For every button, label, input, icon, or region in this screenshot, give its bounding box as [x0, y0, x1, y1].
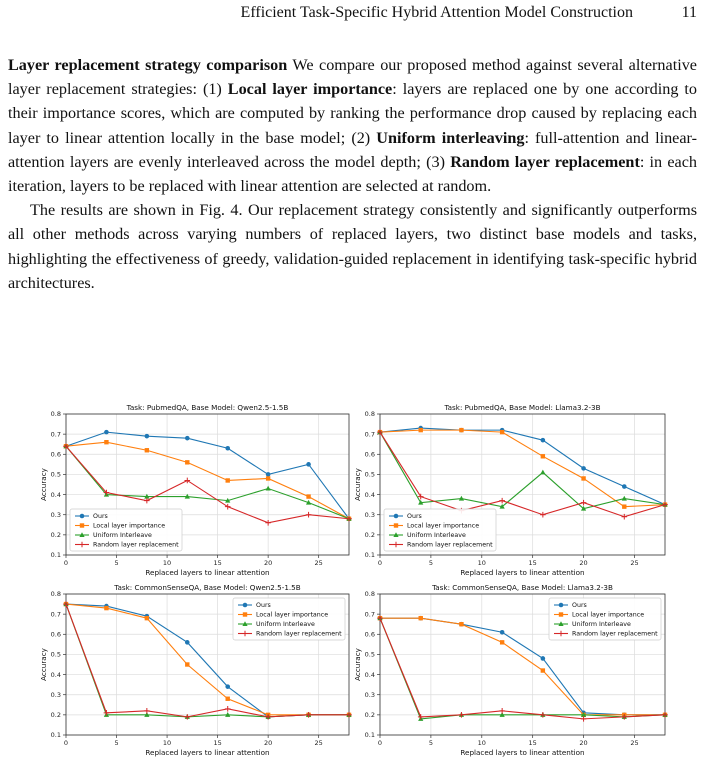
series-line [380, 430, 665, 507]
y-tick-label: 0.8 [50, 590, 61, 599]
legend [70, 509, 182, 551]
y-tick-label: 0.5 [50, 650, 61, 659]
data-point [499, 498, 505, 504]
data-point [144, 498, 150, 504]
data-point [622, 496, 627, 501]
figure-4 [0, 400, 705, 763]
data-point [185, 640, 190, 645]
legend-marker [394, 523, 398, 527]
y-axis-label: Accuracy [39, 468, 48, 501]
data-point [145, 448, 149, 452]
series-line [66, 446, 349, 519]
legend-entry: Ours [93, 513, 108, 521]
legend-entry: Local layer importance [572, 611, 645, 619]
data-point [225, 684, 230, 689]
legend-entry: Random layer replacement [407, 541, 493, 549]
y-tick-label: 0.6 [50, 630, 61, 639]
data-point [306, 512, 312, 518]
legend-entry: Local layer importance [407, 522, 480, 530]
y-tick-label: 0.4 [50, 490, 61, 499]
data-point [226, 478, 230, 482]
y-axis-label: Accuracy [353, 468, 362, 501]
x-tick-label: 20 [264, 739, 273, 747]
x-tick-label: 25 [314, 739, 323, 747]
data-point [459, 428, 463, 432]
data-point [266, 486, 271, 491]
y-tick-label: 0.2 [50, 711, 61, 720]
x-tick-label: 0 [377, 559, 383, 567]
series-line [380, 428, 665, 505]
term-uniform-interleaving: Uniform interleaving [376, 128, 525, 147]
data-point [500, 430, 504, 434]
paragraph-heading: Layer replacement strategy comparison [8, 56, 288, 74]
y-tick-label: 0.1 [364, 551, 375, 560]
data-point [185, 436, 190, 441]
legend [384, 509, 496, 551]
y-tick-label: 0.3 [50, 690, 61, 699]
term-local-layer-importance: Local layer importance [227, 80, 393, 99]
data-point [622, 504, 626, 508]
data-point [499, 708, 505, 714]
data-point [541, 668, 545, 672]
y-tick-label: 0.4 [50, 670, 61, 679]
y-tick-label: 0.8 [50, 410, 61, 419]
data-point [541, 454, 545, 458]
chart-title: Task: PubmedQA, Base Model: Qwen2.5-1.5B [126, 403, 289, 412]
legend-entry: Ours [407, 513, 422, 521]
data-point [266, 476, 270, 480]
data-point [540, 470, 545, 475]
chart-title: Task: CommonSenseQA, Base Model: Qwen2.5-1.5B [114, 583, 301, 592]
x-tick-label: 25 [630, 559, 639, 567]
x-tick-label: 10 [477, 559, 486, 567]
data-point [459, 622, 463, 626]
x-tick-label: 10 [477, 739, 486, 747]
y-tick-label: 0.4 [364, 670, 375, 679]
data-point [419, 616, 423, 620]
text-run: : in each iteration, layers to be replaced with linear attention are selected at random. [8, 152, 697, 196]
series-line [66, 432, 349, 519]
legend-marker [394, 514, 399, 519]
data-point [226, 697, 230, 701]
data-point [581, 476, 585, 480]
data-point [225, 446, 230, 451]
y-tick-label: 0.2 [50, 531, 61, 540]
legend-marker [559, 603, 564, 608]
paragraph-layer-replacement [8, 53, 697, 198]
data-point [622, 484, 627, 489]
y-tick-label: 0.5 [364, 470, 375, 479]
chart-panel-1 [39, 403, 352, 577]
legend-entry: Uniform Interleave [407, 532, 466, 540]
data-point [581, 466, 586, 471]
x-tick-label: 20 [264, 559, 273, 567]
x-tick-label: 5 [114, 559, 119, 567]
x-tick-label: 15 [213, 559, 222, 567]
y-tick-label: 0.1 [50, 731, 61, 740]
y-tick-label: 0.6 [50, 450, 61, 459]
x-tick-label: 0 [63, 739, 69, 747]
page-header [0, 4, 705, 24]
legend [549, 598, 661, 640]
y-tick-label: 0.5 [50, 470, 61, 479]
x-tick-label: 5 [428, 739, 433, 747]
legend-marker [80, 514, 85, 519]
legend-entry: Uniform Interleave [572, 621, 631, 629]
legend-entry: Random layer replacement [572, 630, 658, 638]
text-run: : layers are replaced one by one according to their importance scores, which are computed by ranking the performance drop caused by replacing each layer to linear attention locally in the base model; (2) [8, 80, 697, 147]
paragraph-results: The results are shown in Fig. 4. Our replacement strategy consistently and significantly outperforms all other methods across varying numbers of replaced layers, two distinct base models and tasks, highlighting the effectiveness of greedy, validation-guided replacement in identifying task-specific hybrid architectures. [8, 201, 697, 292]
x-tick-label: 10 [162, 559, 172, 567]
page-number: 11 [681, 4, 697, 21]
y-tick-label: 0.7 [50, 610, 61, 619]
x-tick-label: 5 [114, 739, 119, 747]
x-tick-label: 0 [377, 739, 383, 747]
data-point [144, 708, 150, 714]
legend [233, 598, 345, 640]
term-random-layer-replacement: Random layer replacement [450, 152, 640, 171]
x-axis-label: Replaced layers to linear attention [460, 568, 585, 577]
x-tick-label: 25 [314, 559, 323, 567]
running-title: Efficient Task-Specific Hybrid Attention Model Construction [240, 4, 633, 21]
x-tick-label: 15 [528, 739, 537, 747]
text-run: : full-attention and linear-attention layers are evenly interleaved across the model depth; (3) [8, 128, 697, 171]
chart-title: Task: CommonSenseQA, Base Model: Llama3.2-3B [432, 583, 613, 592]
figure-4-charts [0, 400, 705, 763]
x-axis-label: Replaced layers to linear attention [460, 748, 585, 757]
data-point [145, 434, 150, 439]
x-tick-label: 15 [528, 559, 537, 567]
data-point [104, 606, 108, 610]
x-tick-label: 20 [579, 739, 588, 747]
data-point [459, 496, 464, 501]
data-point [225, 706, 231, 712]
y-tick-label: 0.8 [364, 590, 375, 599]
y-tick-label: 0.7 [364, 430, 375, 439]
legend-marker [243, 603, 248, 608]
x-tick-label: 5 [428, 559, 433, 567]
y-tick-label: 0.5 [364, 650, 375, 659]
chart-panel-4 [353, 583, 668, 757]
legend-marker [559, 612, 563, 616]
y-tick-label: 0.2 [364, 531, 375, 540]
y-tick-label: 0.3 [364, 510, 375, 519]
x-tick-label: 10 [162, 739, 172, 747]
y-tick-label: 0.4 [364, 490, 375, 499]
y-tick-label: 0.7 [364, 610, 375, 619]
data-point [306, 494, 310, 498]
x-axis-label: Replaced layers to linear attention [145, 568, 270, 577]
x-tick-label: 15 [213, 739, 222, 747]
chart-title: Task: PubmedQA, Base Model: Llama3.2-3B [444, 403, 601, 412]
text-run: We compare our proposed method against several alternative layer replacement strategies: (1) [8, 56, 697, 99]
body-text [8, 53, 697, 295]
x-axis-label: Replaced layers to linear attention [145, 748, 270, 757]
data-point [541, 656, 546, 661]
y-tick-label: 0.6 [364, 450, 375, 459]
y-tick-label: 0.8 [364, 410, 375, 419]
legend-entry: Uniform Interleave [93, 532, 152, 540]
legend-entry: Ours [572, 602, 587, 610]
data-point [145, 616, 149, 620]
y-tick-label: 0.3 [50, 510, 61, 519]
legend-entry: Ours [256, 602, 271, 610]
legend-marker [80, 523, 84, 527]
y-tick-label: 0.1 [364, 731, 375, 740]
data-point [265, 520, 271, 526]
data-point [266, 472, 271, 477]
y-tick-label: 0.7 [50, 430, 61, 439]
data-point [581, 500, 587, 506]
x-tick-label: 0 [63, 559, 69, 567]
series-line [66, 442, 349, 519]
legend-entry: Random layer replacement [256, 630, 342, 638]
data-point [541, 438, 546, 443]
data-point [500, 640, 504, 644]
y-axis-label: Accuracy [353, 648, 362, 681]
data-point [104, 430, 109, 435]
legend-entry: Local layer importance [93, 522, 166, 530]
data-point [225, 504, 231, 510]
chart-panel-3 [39, 583, 352, 757]
data-point [540, 512, 546, 518]
data-point [306, 462, 311, 467]
data-point [104, 440, 108, 444]
x-tick-label: 25 [630, 739, 639, 747]
legend-entry: Uniform Interleave [256, 621, 315, 629]
y-tick-label: 0.3 [364, 690, 375, 699]
legend-entry: Random layer replacement [93, 541, 179, 549]
legend-entry: Local layer importance [256, 611, 329, 619]
data-point [184, 478, 190, 484]
y-tick-label: 0.6 [364, 630, 375, 639]
x-tick-label: 20 [579, 559, 588, 567]
y-axis-label: Accuracy [39, 648, 48, 681]
data-point [185, 662, 189, 666]
chart-panel-2 [353, 403, 668, 577]
data-point [500, 630, 505, 635]
legend-marker [243, 612, 247, 616]
data-point [419, 428, 423, 432]
data-point [185, 460, 189, 464]
y-tick-label: 0.2 [364, 711, 375, 720]
y-tick-label: 0.1 [50, 551, 61, 560]
